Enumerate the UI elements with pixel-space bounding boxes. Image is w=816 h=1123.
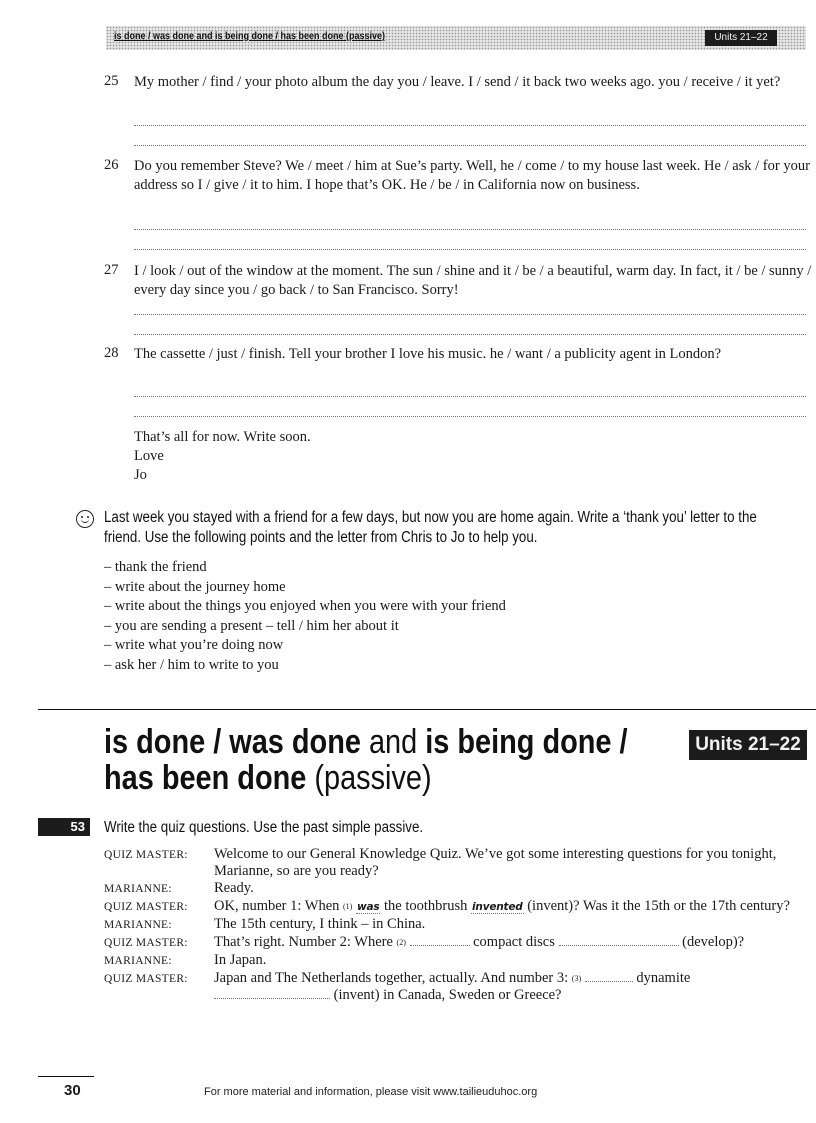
speech-part: Japan and The Netherlands together, actually. And number 3: [214, 970, 569, 986]
item-text: Do you remember Steve? We / meet / him at Sue’s party. Well, he / come / to my house last week. He / ask / for your address so I / give / it to him. I hope that’s OK. He / be / in California now on business. [134, 158, 810, 193]
answer-line[interactable] [134, 145, 806, 146]
answer-line[interactable] [134, 314, 806, 315]
speech-part: OK, number 1: When [214, 898, 340, 914]
answer-line[interactable] [134, 334, 806, 335]
speaker-label: QUIZ MASTER: [104, 849, 188, 861]
running-header-units-badge: Units 21–22 [705, 30, 777, 46]
speech-part: dynamite [636, 970, 691, 986]
speech-text: In Japan. [214, 952, 267, 968]
answer-line[interactable] [134, 396, 806, 397]
speech-text [214, 898, 809, 916]
unit-title-part: and [360, 723, 426, 761]
list-item: – write about the things you enjoyed when you were with your friend [104, 597, 506, 617]
dialogue-line [104, 970, 809, 1004]
item-text: My mother / find / your photo album the day you / leave. I / send / it back two weeks ago. you / receive / it yet? [134, 74, 781, 90]
letter-closing: That’s all for now. Write soon. [134, 429, 311, 445]
writing-task-instruction: Last week you stayed with a friend for a few days, but now you are home again. Write a ‘thank you’ letter to the friend. Use the following points and the letter from Chris to Jo to help you. [104, 509, 757, 546]
speech-text [214, 934, 809, 952]
gap-number: (1) [343, 902, 353, 911]
speech-text: The 15th century, I think – in China. [214, 916, 426, 932]
list-item: – thank the friend [104, 558, 506, 578]
speaker-label: MARIANNE: [104, 919, 172, 931]
gap-number: (3) [571, 974, 582, 983]
letter-signature: Jo [134, 467, 147, 483]
unit-title-part: has been done [104, 759, 307, 797]
dialogue-line [104, 916, 809, 934]
dialogue-line [104, 952, 809, 970]
item-text: I / look / out of the window at the moment. The sun / shine and it / be / a beautiful, warm day. In fact, it / be / sunny / every day since you / go back / to San Francisco. Sorry! [134, 263, 812, 298]
dialogue-line [104, 880, 809, 898]
speaker-label: QUIZ MASTER: [104, 901, 188, 913]
speech-text: Ready. [214, 880, 254, 896]
answer-gap[interactable] [410, 935, 470, 946]
speech-part: (develop)? [682, 934, 745, 950]
list-item: – you are sending a present – tell / him her about it [104, 617, 506, 637]
list-item: – ask her / him to write to you [104, 656, 506, 676]
item-number: 25 [104, 73, 119, 89]
speech-part: (invent) in Canada, Sweden or Greece? [333, 987, 562, 1003]
unit-title-part: is done / was done [104, 723, 361, 761]
speaker-label: QUIZ MASTER: [104, 937, 188, 949]
speech-part: compact discs [473, 934, 555, 950]
speaker-label: MARIANNE: [104, 883, 172, 895]
answer-gap[interactable] [214, 988, 330, 999]
answer-gap[interactable] [585, 971, 633, 982]
task-bullet-list [104, 558, 506, 676]
unit-title-part: (passive) [306, 759, 432, 797]
answer-line[interactable] [134, 249, 806, 250]
exercise-number-badge: 53 [38, 818, 90, 836]
units-badge: Units 21–22 [689, 730, 807, 760]
answer-line[interactable] [134, 125, 806, 126]
section-divider [38, 709, 816, 710]
running-header-title: is done / was done and is being done / has been done (passive) [114, 31, 386, 42]
handwritten-answer[interactable]: invented [472, 901, 523, 913]
quiz-dialogue [104, 846, 809, 1004]
item-number: 28 [104, 345, 119, 361]
speaker-label: QUIZ MASTER: [104, 973, 188, 985]
footer-note: For more material and information, please visit www.tailieuduhoc.org [204, 1086, 538, 1098]
exercise-instruction: Write the quiz questions. Use the past simple passive. [104, 819, 424, 836]
item-number: 26 [104, 157, 119, 173]
speech-part: the toothbrush [384, 898, 468, 914]
speech-text [214, 970, 809, 1004]
speech-text: Welcome to our General Knowledge Quiz. We’ve got some interesting questions for you tonight, Marianne, so are you ready? [214, 846, 777, 879]
letter-salutation: Love [134, 448, 164, 464]
gap-number: (2) [396, 938, 406, 947]
item-text: The cassette / just / finish. Tell your brother I love his music. he / want / a publicity agent in London? [134, 346, 722, 362]
answer-line[interactable] [134, 416, 806, 417]
answer-line[interactable] [134, 229, 806, 230]
dialogue-line [104, 898, 809, 916]
unit-title [104, 724, 648, 796]
item-number: 27 [104, 262, 119, 278]
dialogue-line [104, 934, 809, 952]
unit-title-part: is being done / [425, 723, 628, 761]
speech-part: (invent)? Was it the 15th or the 17th century? [527, 898, 790, 914]
smiley-icon [76, 510, 94, 528]
speaker-label: MARIANNE: [104, 955, 172, 967]
footer-rule [38, 1076, 94, 1077]
list-item: – write what you’re doing now [104, 636, 506, 656]
answer-gap[interactable] [559, 935, 679, 946]
handwritten-answer[interactable]: was [356, 901, 380, 913]
page-number: 30 [64, 1082, 81, 1099]
dialogue-line [104, 846, 809, 880]
list-item: – write about the journey home [104, 578, 506, 598]
speech-part: That’s right. Number 2: Where [214, 934, 393, 950]
